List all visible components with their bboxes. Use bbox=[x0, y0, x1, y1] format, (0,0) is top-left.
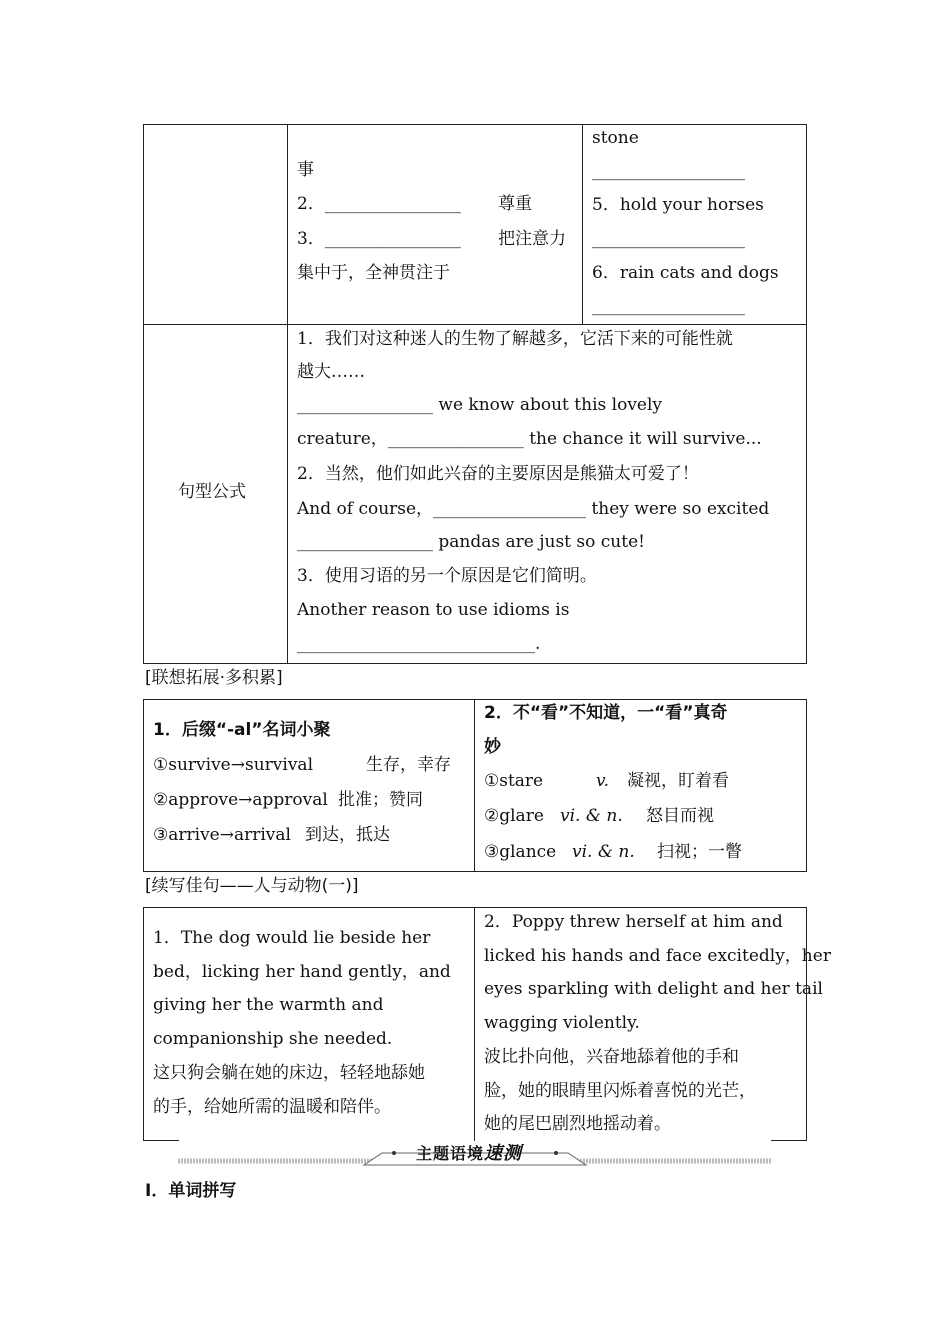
row1-col2-item3: 3．________________ bbox=[297, 229, 461, 249]
pattern-line-1: 1．我们对这种迷人的生物了解越多，它活下来的可能性就 bbox=[297, 329, 733, 349]
look-title-line1: 2．不“看”不知道，一“看”真奇 bbox=[484, 703, 728, 723]
look-item-2-meaning: 怒目而视 bbox=[646, 806, 714, 826]
row1-col3-blank3[interactable]: __________________ bbox=[592, 296, 745, 316]
sentence-left-line-1: 1．The dog would lie beside her bbox=[153, 928, 431, 948]
suffix-item-1-word: ①survive→survival bbox=[153, 755, 314, 775]
row1-col3-blank2[interactable]: __________________ bbox=[592, 229, 745, 249]
row1-col2-item3-meaning: 把注意力 bbox=[498, 229, 566, 249]
sentence-right-line-5: 波比扑向他，兴奋地舔着他的手和 bbox=[484, 1047, 739, 1067]
sentence-right-line-7: 她的尾巴剧烈地摇动着。 bbox=[484, 1114, 671, 1134]
suffix-item-3-meaning: 到达，抵达 bbox=[305, 825, 390, 845]
row1-col2-item2: 2．________________ bbox=[297, 194, 461, 214]
look-item-1-word: ①stare bbox=[484, 771, 544, 791]
sentence-left-line-5: 这只狗会躺在她的床边，轻轻地舔她 bbox=[153, 1063, 425, 1083]
top-table-row-divider bbox=[143, 324, 807, 325]
look-item-1-meaning: 凝视，盯着看 bbox=[627, 771, 729, 791]
pattern-line-6: And of course，__________________ they were so excited bbox=[297, 499, 770, 519]
row1-col3-blank1[interactable]: __________________ bbox=[592, 161, 745, 181]
look-item-3-meaning: 扫视；一瞥 bbox=[657, 842, 742, 862]
look-item-3-pos: vi. & n. bbox=[572, 842, 635, 862]
sentence-right-line-3: eyes sparkling with delight and her tail bbox=[484, 979, 823, 999]
sentence-pattern-label: 句型公式 bbox=[178, 482, 246, 502]
pattern-line-5: 2．当然，他们如此兴奋的主要原因是熊猫太可爱了！ bbox=[297, 464, 699, 484]
top-table-divider-2 bbox=[582, 124, 583, 325]
look-item-3-word: ③glance bbox=[484, 842, 557, 862]
suffix-item-3-word: ③arrive→arrival bbox=[153, 825, 291, 845]
look-item-2-word: ②glare bbox=[484, 806, 544, 826]
sentence-right-line-2: licked his hands and face excitedly，her bbox=[484, 946, 831, 966]
part1-heading: Ⅰ．单词拼写 bbox=[145, 1181, 237, 1201]
look-title-line2: 妙 bbox=[484, 737, 501, 757]
sentence-left-line-4: companionship she needed. bbox=[153, 1029, 393, 1049]
sentence-left-line-3: giving her the warmth and bbox=[153, 995, 384, 1015]
suffix-item-2-meaning: 批准；赞同 bbox=[338, 790, 423, 810]
banner-label-b: 速测 bbox=[484, 1143, 523, 1164]
pattern-line-9: Another reason to use idioms is bbox=[297, 600, 570, 620]
row1-col3-item6: 6．rain cats and dogs bbox=[592, 263, 779, 283]
quiz-banner bbox=[178, 1145, 772, 1169]
expand-table-divider bbox=[474, 699, 475, 872]
row1-col3-line1: stone bbox=[592, 128, 639, 148]
expand-heading: [联想拓展·多积累] bbox=[145, 668, 283, 688]
look-item-1-pos: v. bbox=[596, 771, 609, 791]
pattern-line-4: creature，________________ the chance it will survive... bbox=[297, 429, 762, 449]
pattern-line-7: ________________ pandas are just so cute! bbox=[297, 532, 645, 552]
suffix-item-1-meaning: 生存，幸存 bbox=[366, 755, 451, 775]
pattern-line-8: 3．使用习语的另一个原因是它们简明。 bbox=[297, 566, 597, 586]
row1-col2-line1: 事 bbox=[297, 160, 314, 180]
pattern-line-3: ________________ we know about this lovely bbox=[297, 395, 663, 415]
row1-col3-item5: 5．hold your horses bbox=[592, 195, 764, 215]
pattern-line-10: ____________________________. bbox=[297, 634, 541, 654]
row1-col2-line4: 集中于，全神贯注于 bbox=[297, 263, 450, 283]
top-table-divider-1 bbox=[287, 124, 288, 664]
sentence-right-line-4: wagging violently. bbox=[484, 1013, 640, 1033]
row1-col2-item2-meaning: 尊重 bbox=[498, 194, 532, 214]
banner-label-a: 主题语境 bbox=[416, 1144, 485, 1163]
pattern-line-2: 越大…… bbox=[297, 362, 365, 382]
sentence-right-line-1: 2．Poppy threw herself at him and bbox=[484, 912, 783, 932]
sentence-left-line-2: bed，licking her hand gently，and bbox=[153, 962, 451, 982]
sentence-right-line-6: 脸，她的眼睛里闪烁着喜悦的光芒， bbox=[484, 1081, 756, 1101]
suffix-item-2-word: ②approve→approval bbox=[153, 790, 328, 810]
sentences-heading: [续写佳句——人与动物(一)] bbox=[145, 876, 359, 896]
look-item-2-pos: vi. & n. bbox=[560, 806, 623, 826]
suffix-al-title: 1．后缀“-al”名词小聚 bbox=[153, 720, 331, 740]
sentence-left-line-6: 的手，给她所需的温暖和陪伴。 bbox=[153, 1097, 391, 1117]
